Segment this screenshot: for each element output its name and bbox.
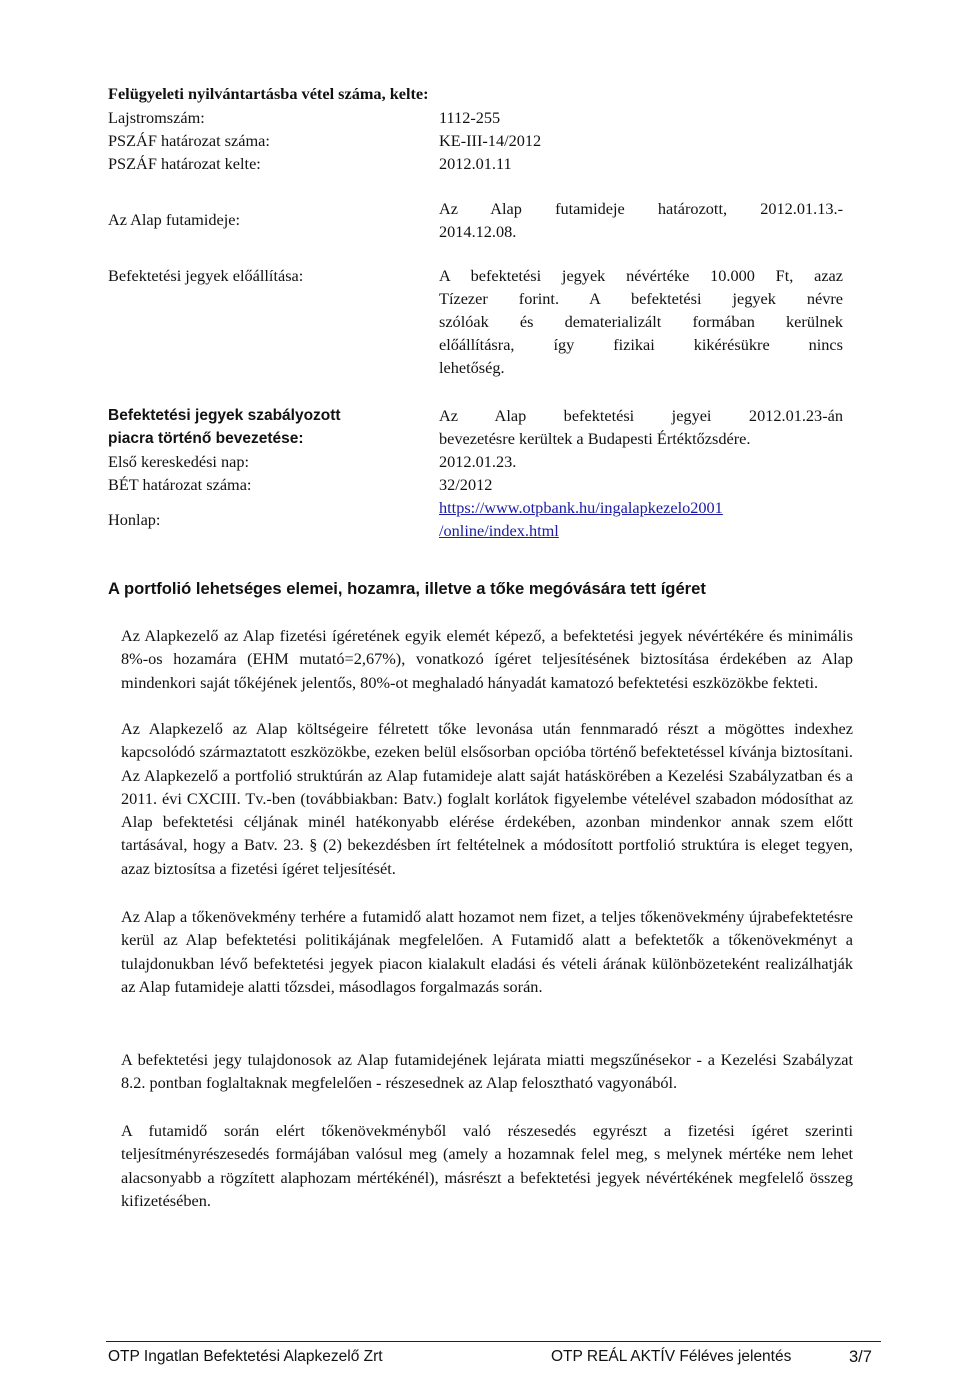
pszaf-number-label: PSZÁF határozat száma: [108, 131, 270, 150]
footer-report-title: OTP REÁL AKTÍV Féléves jelentés [551, 1348, 792, 1365]
eloallitas-label: Befektetési jegyek előállítása: [108, 266, 304, 285]
lajstromszam-value: 1112-255 [439, 108, 501, 127]
futamido-label: Az Alap futamideje: [108, 210, 241, 229]
bevezetes-value-line2: bevezetésre kerültek a Budapesti Értéktőzsdére. [439, 429, 751, 448]
paragraph-5: A futamidő során elért tőkenövekményből való részesedés egyrészt a fizetési ígéret szerinti teljesítményrészesedés formájában valósul meg (amely a hozamnak felel meg, s melynek mértéke nem lehet alacsonyabb a rögzített alaphozam mértékénél), másrészt a befektetési jegyek névértékének megfelelő összeg kifizetésében. [121, 1121, 853, 1210]
kereskedes-value: 2012.01.23. [439, 452, 517, 471]
footer-divider [106, 1341, 881, 1342]
pszaf-date-value: 2012.01.11 [439, 154, 512, 173]
section-title: A portfolió lehetséges elemei, hozamra, illetve a tőke megóvására tett ígéret [108, 579, 706, 598]
homepage-link-line1[interactable]: https://www.otpbank.hu/ingalapkezelo2001 [439, 498, 723, 517]
pszaf-number-value: KE-III-14/2012 [439, 131, 542, 150]
bet-label: BÉT határozat száma: [108, 475, 252, 494]
eloallitas-line3: szólóak és dematerializált formában kerülnek [439, 312, 843, 331]
homepage-link-line2[interactable]: /online/index.html [439, 521, 559, 540]
eloallitas-line5: lehetőség. [439, 358, 505, 377]
futamido-value-line2: 2014.12.08. [439, 222, 517, 241]
paragraph-1: Az Alapkezelő az Alap fizetési ígéretének egyik elemét képező, a befektetési jegyek névértékére és minimális 8%-os hozamára (EHM mutató=2,67%), vonatkozó ígéret teljesítésének biztosítása érdekében az Alap mindenkori saját tőkéjének jelentős, 80%-ot meghaladó hányadát kamatozó befektetési eszközökbe fekteti. [121, 626, 853, 692]
footer-company: OTP Ingatlan Befektetési Alapkezelő Zrt [108, 1348, 383, 1365]
bevezetes-value-line1: Az Alap befektetési jegyei 2012.01.23-án [439, 406, 843, 425]
eloallitas-line2: Tízezer forint. A befektetési jegyek névre [439, 289, 843, 308]
bevezetes-label-line1: Befektetési jegyek szabályozott [108, 407, 341, 424]
paragraph-2: Az Alapkezelő az Alap költségeire félretett tőke levonása után fennmaradó részt a mögöttes indexhez kapcsolódó származtatott eszközökbe, ezeken belül elsősorban opcióba történő befektetéssel kívánja biztosítani. Az Alapkezelő a portfolió struktúrán az Alap futamideje alatt saját hatáskörében a Kezelési Szabályzatban és a 2011. évi CXCIII. Tv.-ben (továbbiakban: Batv.) foglalt korlátok figyelembe vételével szabadon módosíthat az Alap befektetési céljának minél hatékonyabb elérése érdekében, azonban mindenkor annak szem előtt tartásával, hogy a Batv. 23. § (2) bekezdésben írt feltételnek a módosított portfolió struktúra is eleget tegyen, azaz biztosítsa a fizetési ígéret teljesítését. [121, 719, 853, 878]
pszaf-date-label: PSZÁF határozat kelte: [108, 154, 261, 173]
futamido-value-line1: Az Alap futamideje határozott, 2012.01.13.- [439, 199, 843, 218]
bevezetes-label-line2: piacra történő bevezetése: [108, 430, 304, 447]
honlap-label: Honlap: [108, 510, 161, 529]
registration-title: Felügyeleti nyilvántartásba vétel száma, kelte: [108, 84, 429, 103]
eloallitas-line1: A befektetési jegyek névértéke 10.000 Ft, azaz [439, 266, 843, 285]
paragraph-4: A befektetési jegy tulajdonosok az Alap futamidejének lejárata miatti megszűnésekor - a Kezelési Szabályzat 8.2. pontban foglaltaknak megfelelően - részesednek az Alap felosztható vagyonából. [121, 1050, 853, 1093]
bet-value: 32/2012 [439, 475, 493, 494]
kereskedes-label: Első kereskedési nap: [108, 452, 250, 471]
paragraph-3: Az Alap a tőkenövekmény terhére a futamidő alatt hozamot nem fizet, a teljes tőkenövekmény újrabefektetésre kerül az Alap befektetési politikájának megfelelően. A Futamidő alatt a befektetők a tőkenövekményt a tulajdonukban lévő befektetési jegyek piacon kialakult eladási és vételi árának különbözeteként realizálhatják az Alap futamideje alatti tőzsdei, másodlagos forgalmazás során. [121, 907, 853, 996]
eloallitas-line4: előállításra, így fizikai kikérésükre nincs [439, 335, 843, 354]
lajstromszam-label: Lajstromszám: [108, 108, 205, 127]
footer-page-number: 3/7 [849, 1348, 872, 1366]
